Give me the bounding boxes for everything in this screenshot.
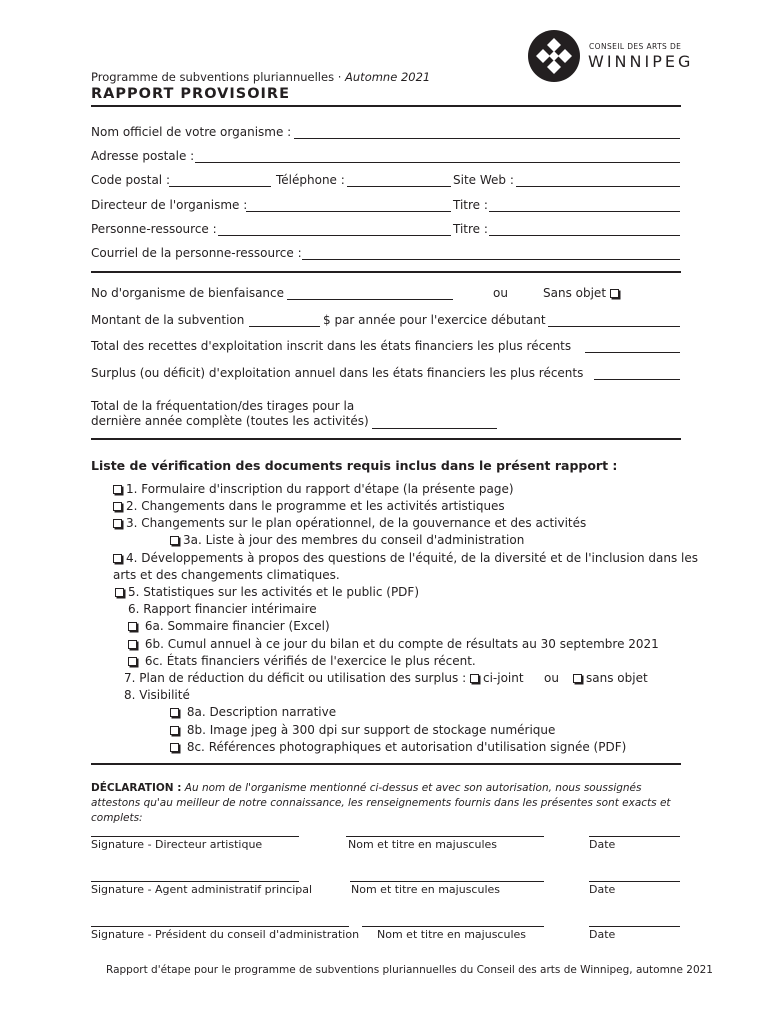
program-subtitle [91,70,430,84]
checklist-item-2-label: 2. Changements dans le programme et les activités artistiques [126,499,505,513]
date-line-director[interactable] [589,836,680,837]
per-year-label: $ par année pour l'exercice débutant [323,313,546,327]
checkbox-icon[interactable] [113,519,122,528]
logo-small-text: CONSEIL DES ARTS DE [589,42,682,51]
website-field[interactable] [516,186,680,187]
checklist-item-8a [170,705,336,719]
checklist-item-4-cont: arts et des changements climatiques. [113,568,340,582]
name-line-admin[interactable] [350,881,544,882]
charity-or-label: ou [493,286,508,300]
checklist-item-2 [113,499,505,513]
date-label-admin: Date [589,883,616,896]
postal-code-label: Code postal : [91,173,170,187]
checkbox-icon[interactable] [170,536,179,545]
checklist-item-7-attached: ci-joint [482,671,524,685]
surplus-label: Surplus (ou déficit) d'exploitation annuel dans les états financiers les plus récents [91,366,584,380]
checklist-item-3a [170,533,524,547]
contact-title-field[interactable] [489,235,680,236]
checklist-item-1 [113,482,514,496]
checkbox-icon[interactable] [115,588,124,597]
checklist-item-6b [128,637,659,651]
phone-label: Téléphone : [276,173,345,187]
checkbox-icon[interactable] [113,485,122,494]
address-field[interactable] [195,162,680,163]
checkbox-icon[interactable] [573,674,582,683]
director-title-label: Titre : [453,198,488,212]
checklist-item-4 [113,551,698,565]
checklist-item-7 [124,671,524,685]
checklist-item-6c-label: 6c. États financiers vérifiés de l'exercice le plus récent. [144,654,476,668]
signature-label-admin: Signature - Agent administratif principal [91,883,313,896]
section-rule-1 [91,271,681,273]
checklist-item-3a-label: 3a. Liste à jour des membres du conseil d'administration [183,533,525,547]
checkbox-icon[interactable] [610,289,619,298]
charity-number-label: No d'organisme de bienfaisance [91,286,285,300]
date-line-admin[interactable] [589,881,680,882]
checklist-item-7-or: ou [544,671,559,685]
attendance-label-1: Total de la fréquentation/des tirages pour la [91,399,355,413]
checklist-item-5 [115,585,419,599]
signature-label-president: Signature - Président du conseil d'administration [91,928,360,941]
checkbox-icon[interactable] [128,640,137,649]
charity-not-applicable-label: Sans objet [543,286,607,300]
phone-field[interactable] [347,186,451,187]
checklist-item-6a [128,619,330,633]
logo-big-text: WINNIPEG [588,52,694,71]
contact-title-label: Titre : [453,222,488,236]
postal-code-field[interactable] [169,186,271,187]
revenue-label: Total des recettes d'exploitation inscrit dans les états financiers les plus récents [91,339,572,353]
charity-not-applicable [543,286,623,300]
date-label-president: Date [589,928,616,941]
fiscal-year-field[interactable] [548,326,680,327]
checklist-item-3-label: 3. Changements sur le plan opérationnel, de la gouvernance et des activités [126,516,587,530]
official-name-label: Nom officiel de votre organisme : [91,125,292,139]
checklist-item-7-na [573,671,648,685]
checkbox-icon[interactable] [113,502,122,511]
checklist-item-6b-label: 6b. Cumul annuel à ce jour du bilan et du compte de résultats au 30 septembre 2021 [144,637,659,651]
surplus-field[interactable] [594,379,680,380]
checklist-item-7-na-label: sans objet [586,671,648,685]
checkbox-icon[interactable] [128,622,137,631]
checkbox-icon[interactable] [470,674,479,683]
revenue-field[interactable] [585,352,680,353]
section-rule-3 [91,763,681,765]
director-label: Directeur de l'organisme : [91,198,248,212]
checklist-item-8: 8. Visibilité [124,688,190,702]
checklist-title: Liste de vérification des documents requis inclus dans le présent rapport : [91,458,618,473]
attendance-label-2: dernière année complète (toutes les activités) [91,414,369,428]
declaration-label: DÉCLARATION : [91,782,182,794]
contact-field[interactable] [218,235,451,236]
contact-label: Personne-ressource : [91,222,217,236]
checkbox-icon[interactable] [128,657,137,666]
grant-amount-field[interactable] [249,326,320,327]
name-label-admin: Nom et titre en majuscules [351,883,500,896]
name-label-director: Nom et titre en majuscules [348,838,497,851]
contact-email-label: Courriel de la personne-ressource : [91,246,302,260]
checklist-item-1-label: 1. Formulaire d'inscription du rapport d'étape (la présente page) [126,482,514,496]
checkbox-icon[interactable] [170,708,179,717]
header-rule [91,105,681,107]
signature-line-admin[interactable] [91,881,299,882]
signature-line-president[interactable] [91,926,349,927]
address-label: Adresse postale : [91,149,195,163]
name-label-president: Nom et titre en majuscules [377,928,526,941]
declaration [91,781,685,826]
checklist-item-6c [128,654,476,668]
section-rule-2 [91,438,681,440]
checklist-item-6a-label: 6a. Sommaire financier (Excel) [144,619,330,633]
director-title-field[interactable] [489,211,680,212]
name-line-president[interactable] [362,926,544,927]
charity-number-field[interactable] [287,299,453,300]
checkbox-icon[interactable] [170,743,179,752]
checklist-item-3 [113,516,586,530]
date-line-president[interactable] [589,926,680,927]
checklist-item-8c-label: 8c. Références photographiques et autorisation d'utilisation signée (PDF) [186,740,627,754]
page-title: RAPPORT PROVISOIRE [91,86,291,102]
checklist-item-8b-label: 8b. Image jpeg à 300 dpi sur support de stockage numérique [186,723,556,737]
declaration-text: Au nom de l'organisme mentionné ci-dessus et avec son autorisation, nous soussignés attestons qu'au meilleur de notre connaissance, les renseignements fournis dans les présentes sont exacts et complets: [91,782,671,824]
checklist-item-5-label: 5. Statistiques sur les activités et le public (PDF) [128,585,420,599]
signature-line-director[interactable] [91,836,299,837]
signature-label-director: Signature - Directeur artistique [91,838,263,851]
checklist-item-8a-label: 8a. Description narrative [186,705,337,719]
checklist-item-8c [170,740,626,754]
program-season: Automne 2021 [345,70,431,84]
official-name-field[interactable] [294,138,680,139]
checklist-item-7-label: 7. Plan de réduction du déficit ou utilisation des surplus : [124,671,467,685]
grant-amount-label: Montant de la subvention [91,313,245,327]
attendance-field[interactable] [372,428,497,429]
checklist-item-6: 6. Rapport financier intérimaire [128,602,317,616]
website-label: Site Web : [453,173,514,187]
director-field[interactable] [246,211,451,212]
name-line-director[interactable] [346,836,544,837]
date-label-director: Date [589,838,616,851]
page-footer: Rapport d'étape pour le programme de subventions pluriannuelles du Conseil des arts de Winnipeg, automne 2021 [106,964,713,976]
checklist-item-4-label: 4. Développements à propos des questions de l'équité, de la diversité et de l'inclusion dans les [126,551,698,565]
checklist-item-8b [170,723,555,737]
council-logo [528,30,694,86]
program-name: Programme de subventions pluriannuelles · [91,70,346,84]
checkbox-icon[interactable] [170,726,179,735]
contact-email-field[interactable] [302,259,680,260]
checkbox-icon[interactable] [113,554,122,563]
logo-mark-icon [528,30,580,82]
